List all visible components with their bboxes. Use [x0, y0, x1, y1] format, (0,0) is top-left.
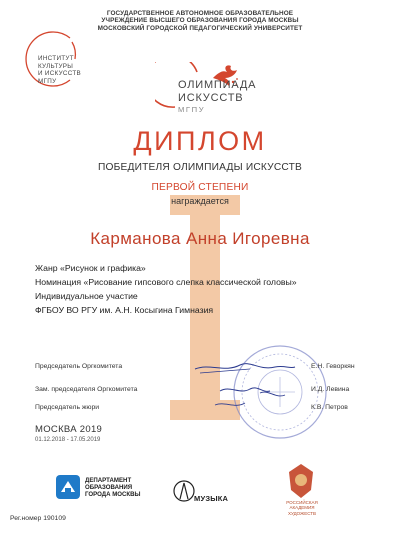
degree-label: ПЕРВОЙ СТЕПЕНИ [151, 182, 249, 193]
academy-of-arts-emblem-icon [286, 462, 316, 500]
signature-role-1: Председатель Оргкомитета [35, 363, 123, 370]
participation-line: Индивидуальное участие [35, 291, 138, 301]
dept-line-1: ДЕПАРТАМЕНТ [85, 477, 132, 484]
signature-name-3: К.В. Петров [311, 404, 348, 411]
issuer-line-3: МОСКОВСКИЙ ГОРОДСКОЙ ПЕДАГОГИЧЕСКИЙ УНИВЕРСИТЕТ [97, 24, 303, 32]
olympiad-dates: 01.12.2018 - 17.05.2019 [35, 437, 101, 443]
diploma-subtitle: ПОБЕДИТЕЛЯ ОЛИМПИАДЫ ИСКУССТВ [97, 162, 303, 173]
olympiad-line-1: ОЛИМПИАДА [178, 79, 257, 91]
handwritten-signature-icon [190, 355, 300, 415]
diploma-title: ДИПЛОМ [133, 126, 267, 156]
signature-role-3: Председатель жюри [35, 404, 100, 411]
issuer-line-1: ГОСУДАРСТВЕННОЕ АВТОНОМНОЕ ОБРАЗОВАТЕЛЬНОЕ [106, 10, 294, 17]
nomination-line: Номинация «Рисование гипсового слепка классической головы» [35, 277, 297, 287]
academy-of-arts-text [283, 500, 321, 516]
institute-logo-text [38, 55, 81, 85]
education-department-logo-icon [55, 474, 81, 500]
music-journal-text: МУЗЫКА [194, 494, 229, 503]
city-year: МОСКВА 2019 [35, 424, 103, 435]
dept-line-3: ГОРОДА МОСКВЫ [85, 491, 141, 499]
institute-line-3: И ИСКУССТВ [38, 70, 82, 78]
signature-role-2: Зам. председателя Оргкомитета [35, 386, 138, 393]
school-line: ФГБОУ ВО РГУ им. А.Н. Косыгина Гимназия [35, 305, 214, 315]
olympiad-line-3: МГПУ [178, 105, 206, 114]
signature-name-1: Е.Н. Геворкян [311, 363, 355, 370]
academy-line-2: АКАДЕМИЯ ХУДОЖЕСТВ [287, 505, 317, 516]
award-details [35, 261, 297, 317]
institute-line-4: МГПУ [38, 77, 57, 85]
signature-name-2: И.Д. Левина [311, 386, 350, 393]
recipient-name: Карманова Анна Игоревна [90, 229, 310, 248]
academy-line-1: РОССИЙСКАЯ [286, 500, 318, 505]
institute-line-1: ИНСТИТУТ [38, 55, 74, 62]
olympiad-line-2: ИСКУССТВ [178, 92, 244, 104]
dept-line-2: ОБРАЗОВАНИЯ [85, 484, 133, 492]
issuer-line-2: УЧРЕЖДЕНИЕ ВЫСШЕГО ОБРАЗОВАНИЯ ГОРОДА МОСКВЫ [101, 17, 299, 25]
institute-line-2: КУЛЬТУРЫ [38, 62, 74, 70]
registration-number: Рег.номер 190109 [10, 515, 66, 522]
education-department-text [85, 477, 141, 499]
genre-line: Жанр «Рисунок и графика» [35, 263, 146, 273]
awarded-label: награждается [171, 196, 229, 206]
